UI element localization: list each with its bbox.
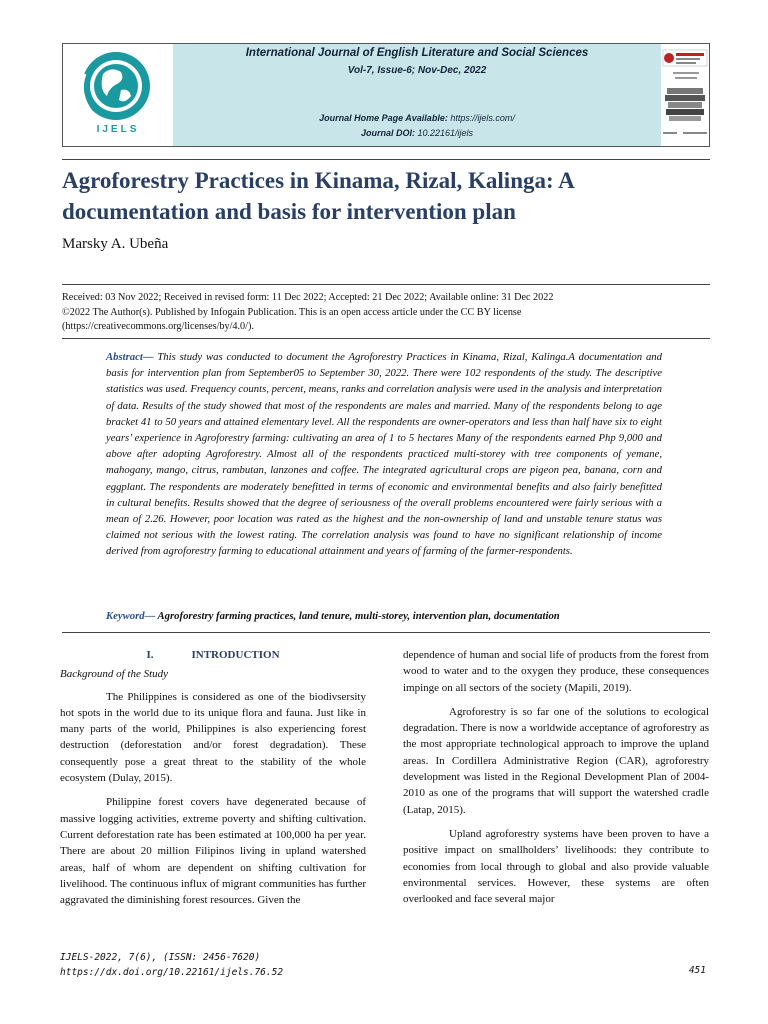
section-heading: [60, 647, 366, 663]
dates-top-divider: [62, 284, 710, 285]
subheading: Background of the Study: [60, 668, 169, 681]
journal-header: [62, 43, 710, 147]
footer-doi-link[interactable]: https://dx.doi.org/10.22161/ijels.76.52: [60, 967, 284, 978]
keyword-label: Keyword—: [106, 610, 156, 622]
right-column: [403, 647, 709, 915]
journal-logo: [63, 44, 173, 146]
logo-text: IJELS: [96, 124, 140, 135]
abstract-text: This study was conducted to document the Agroforestry Practices in Kinama, Rizal, Kalinga.A documentation and basis for intervention plan from September05 to September 30, 2022. There were 102 respondents of the study. The descriptive statistics was used. Frequency counts, percent, means, ranks and correlation analysis were used in the analysis and interpretation of data. Results of the study showed that most of the respondents are males and married. Many of the respondents belong to age bracket 41 to 50 years and attained elementary level. All the respondents are owner-operators and less than half have six to eight years’ experience in Agroforestry farming: cultivating an area of 1 to 5 hectares Many of the respondents earned Php 9,000 and above after adopting Agroforestry. Almost all of the respondents practiced multi-storey with tree components of yemane, mahogany, mango, citrus, rambutan, lanzones and coffee. The integrated agricultural crops are pigeon pea, banana, corn and eggplant. The respondents are moderately benefitted in terms of economic and environmental benefits and also fairly benefitted in cultural benefits. Results showed that the degree of seriousness of the overall problems encountered were fairly serious with a mean of 2.26. However, poor location was rated as the highest and the non-ownership of land and unstable tenure status was claimed not serious with the lowest rating. The correlation analysis was found to have no significant relationship of income derived from agroforestry farming to educational attainment and years of farming of the farmer-respondents.: [106, 351, 662, 558]
paragraph: The Philippines is considered as one of the biodivsersity hot spots in the world due to its unique flora and fauna. Just like in many parts of the world, Philippines is also experiencing forest destruction (deforestation and/or forest degradation). These consequently pose a great threat to the stability of the whole ecosystem (Dulay, 2015).: [60, 690, 366, 785]
paragraph: dependence of human and social life of products from the forest from wood to water and to the oxygen they produce, these consequences impinge on all sectors of the society (Mapili, 2019).: [403, 649, 709, 694]
dates-bottom-divider: [62, 338, 710, 339]
publication-dates: [62, 291, 710, 335]
section-title: INTRODUCTION: [191, 649, 280, 661]
abstract: [106, 349, 662, 560]
license-line: ©2022 The Author(s). Published by Infogain Publication. This is an open access article under the CC BY license: [62, 306, 522, 318]
left-column: [60, 647, 366, 916]
paragraph: Upland agroforestry systems have been proven to have a positive impact on smallholders’ livelihoods: they contribute to economies from local through to global and also provide valuable environmental services. However, these systems are often overlooked and face several major: [403, 827, 709, 906]
journal-home-page: [173, 113, 661, 123]
section-number: I.: [146, 649, 154, 661]
journal-cover-thumbnail: [661, 44, 709, 146]
doi-label: Journal DOI:: [360, 128, 415, 138]
page-number: 451: [688, 965, 706, 976]
footer-citation: [60, 950, 283, 980]
paper-title: Agroforestry Practices in Kinama, Rizal, Kalinga: A documentation and basis for intervention plan: [62, 168, 574, 224]
abstract-divider: [62, 632, 710, 633]
journal-info: [173, 44, 661, 146]
dates-line: Received: 03 Nov 2022; Received in revised form: 11 Dec 2022; Accepted: 21 Dec 2022; Available online: 31 Dec 2022: [62, 292, 554, 303]
abstract-label: Abstract—: [106, 351, 154, 363]
doi-link[interactable]: 10.22161/ijels: [417, 128, 474, 138]
cover-image-icon: [661, 44, 709, 146]
journal-volume: Vol-7, Issue-6; Nov-Dec, 2022: [347, 65, 487, 76]
journal-title: International Journal of English Literature and Social Sciences: [245, 47, 589, 59]
paragraph: Philippine forest covers have degenerated because of massive logging activities, extreme poverty and shifting cultivation. Current deforestation rate has been estimated at 100,000 ha per year. There are about 20 million Filipinos living in upland watershed areas, half of whom are dependent on shifting cultivation for livelihood. The continuous influx of migrant communities has further aggravated the diminishing forest resources. Given the: [60, 796, 366, 907]
author-name: Marsky A. Ubeña: [62, 236, 169, 252]
license-url[interactable]: (https://creativecommons.org/licenses/by/4.0/).: [62, 321, 254, 332]
keywords: [106, 610, 676, 622]
home-label: Journal Home Page Available:: [319, 113, 448, 123]
keyword-text: Agroforestry farming practices, land tenure, multi-storey, intervention plan, documentation: [155, 610, 560, 622]
journal-doi: [173, 128, 661, 138]
footer-journal-ref: IJELS-2022, 7(6), (ISSN: 2456-7620): [60, 952, 261, 963]
header-divider: [62, 159, 710, 160]
paragraph: Agroforestry is so far one of the solutions to ecological degradation. There is now a worldwide acceptance of agroforestry as the most appropriate technological approach to improve the upland areas. In Cordillera Administrative Region (CAR), agroforestry development was listed in the Regional Development Plan of 2004-2010 as one of the programs that will support the watershed cradle (Latap, 2015).: [403, 705, 709, 816]
home-url-link[interactable]: https://ijels.com/: [450, 113, 515, 123]
